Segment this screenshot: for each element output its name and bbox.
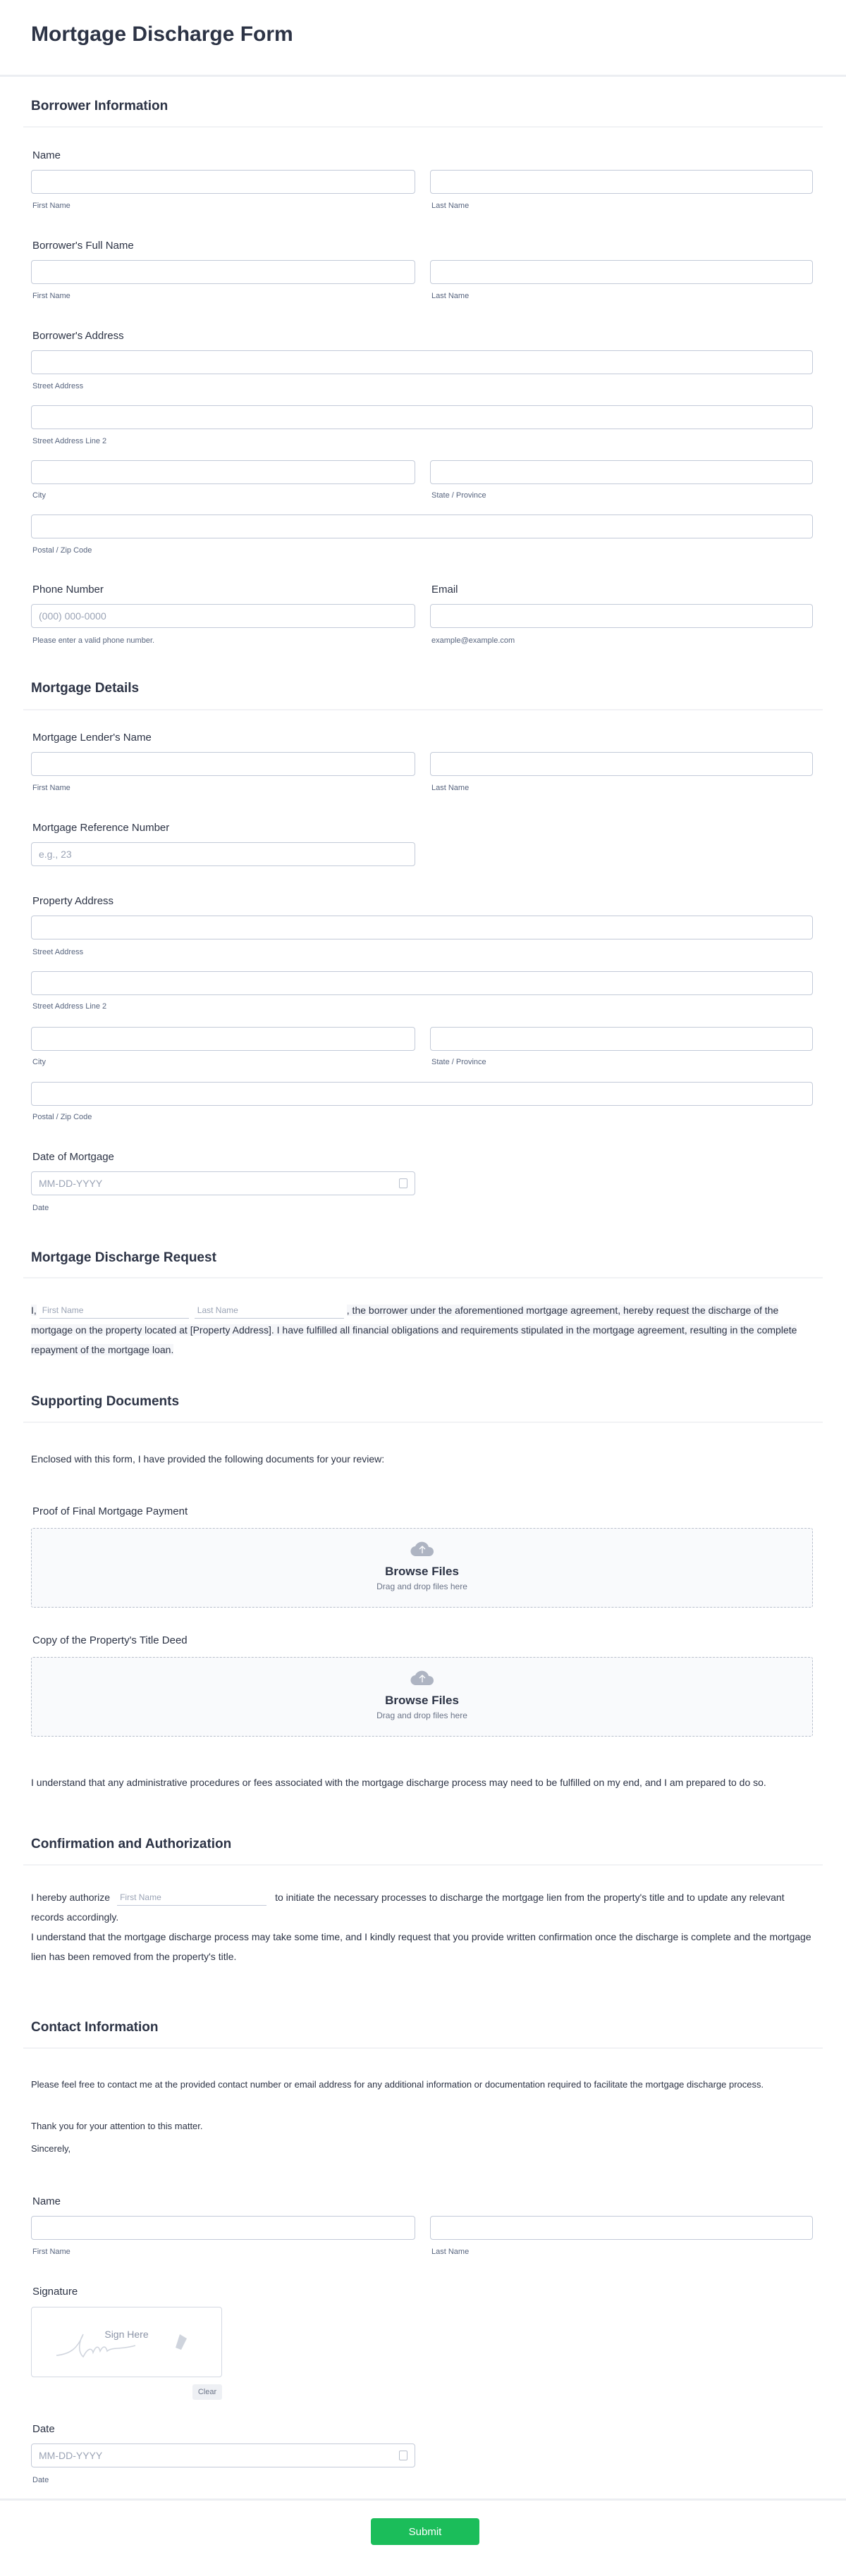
postal-input[interactable] — [31, 514, 813, 538]
section-divider — [23, 1422, 823, 1423]
request-prefix: I, — [31, 1305, 37, 1316]
sublabel-first-name: First Name — [32, 292, 70, 300]
signature-pad[interactable] — [31, 2307, 222, 2377]
name-last-input[interactable] — [430, 170, 813, 194]
section-divider — [23, 2047, 823, 2049]
deed-upload-dropzone[interactable] — [31, 1657, 813, 1737]
docs-intro: Enclosed with this form, I have provided the following documents for your review: — [31, 1453, 385, 1465]
request-text: , the borrower under the aforementioned mortgage agreement, hereby request the discharge of the mortgage on the property located at [Property Address]. I have fulfilled all financial obligations and requirements stipulated in the mortgage agreement, resulting in the complete repayment of the mortgage loan. — [31, 1305, 797, 1355]
email-input[interactable] — [430, 604, 813, 628]
street-address-2-input[interactable] — [31, 405, 813, 429]
authorize-prefix: I hereby authorize — [31, 1892, 111, 1903]
sublabel-street: Street Address — [32, 948, 84, 956]
deed-label: Copy of the Property's Title Deed — [32, 1634, 188, 1646]
sublabel-postal: Postal / Zip Code — [32, 546, 92, 555]
property-city-input[interactable] — [31, 1027, 415, 1051]
sublabel-street2: Street Address Line 2 — [32, 1002, 107, 1011]
date-input[interactable] — [31, 2443, 415, 2467]
contact-last-input[interactable] — [430, 2216, 813, 2240]
sublabel-street2: Street Address Line 2 — [32, 437, 107, 445]
sign-here-placeholder: Sign Here — [104, 2329, 149, 2340]
fees-text: I understand that any administrative procedures or fees associated with the mortgage discharge process may need to be fulfilled on my end, and I am prepared to do so. — [31, 1777, 766, 1788]
sublabel-city: City — [32, 1058, 46, 1066]
contact-name-label: Name — [32, 2195, 61, 2207]
phone-label: Phone Number — [32, 584, 104, 596]
lender-first-input[interactable] — [31, 752, 415, 776]
authorize-text: to initiate the necessary processes to discharge the mortgage lien from the property's title and to update any relevant records accordingly. — [31, 1892, 785, 1923]
proof-upload-dropzone[interactable] — [31, 1528, 813, 1608]
section-contact-information: Contact Information — [31, 2020, 159, 2035]
property-postal-input[interactable] — [31, 1082, 813, 1106]
property-street-2-input[interactable] — [31, 971, 813, 995]
date-of-mortgage-label: Date of Mortgage — [32, 1151, 114, 1163]
section-discharge-request: Mortgage Discharge Request — [31, 1250, 216, 1265]
sublabel-date: Date — [32, 1204, 49, 1212]
submit-button[interactable]: Submit — [371, 2518, 479, 2545]
authorize-paragraph — [31, 1887, 814, 1966]
header-divider — [0, 75, 846, 77]
proof-label: Proof of Final Mortgage Payment — [32, 1505, 188, 1517]
full-name-label: Borrower's Full Name — [32, 240, 134, 252]
full-name-last-input[interactable] — [430, 260, 813, 284]
footer-divider — [0, 2498, 846, 2501]
request-last-name-input[interactable]: Last Name — [195, 1303, 344, 1319]
email-label: Email — [431, 584, 458, 596]
browse-files-button[interactable]: Browse Files — [385, 1694, 459, 1707]
section-divider — [23, 126, 823, 128]
section-divider — [23, 1864, 823, 1866]
drag-drop-hint: Drag and drop files here — [376, 1711, 467, 1720]
section-mortgage-details: Mortgage Details — [31, 681, 140, 696]
clear-signature-button[interactable]: Clear — [192, 2384, 222, 2400]
reference-label: Mortgage Reference Number — [32, 822, 170, 834]
section-divider — [23, 1277, 823, 1278]
city-input[interactable] — [31, 460, 415, 484]
property-address-label: Property Address — [32, 895, 114, 907]
property-state-input[interactable] — [430, 1027, 813, 1051]
date-label: Date — [32, 2423, 55, 2435]
section-divider — [23, 709, 823, 710]
sublabel-date: Date — [32, 2476, 49, 2484]
name-first-input[interactable] — [31, 170, 415, 194]
sincerely-text: Sincerely, — [31, 2143, 71, 2154]
cloud-upload-icon — [410, 1540, 434, 1557]
sublabel-street: Street Address — [32, 382, 84, 390]
date-placeholder: MM-DD-YYYY — [39, 2450, 103, 2461]
property-street-input[interactable] — [31, 916, 813, 939]
signature-label: Signature — [32, 2286, 78, 2298]
contact-first-input[interactable] — [31, 2216, 415, 2240]
request-paragraph — [31, 1300, 814, 1360]
page-title: Mortgage Discharge Form — [31, 23, 293, 46]
street-address-input[interactable] — [31, 350, 813, 374]
section-confirmation: Confirmation and Authorization — [31, 1837, 232, 1851]
full-name-first-input[interactable] — [31, 260, 415, 284]
sublabel-first-name: First Name — [32, 2248, 70, 2256]
name-label: Name — [32, 149, 61, 161]
date-placeholder: MM-DD-YYYY — [39, 1178, 103, 1189]
phone-hint: Please enter a valid phone number. — [32, 636, 155, 645]
sublabel-state: State / Province — [431, 1058, 486, 1066]
sublabel-first-name: First Name — [32, 202, 70, 210]
contact-text: Please feel free to contact me at the provided contact number or email address for any additional information or documentation required to facilitate the mortgage discharge process. — [31, 2079, 764, 2090]
cloud-upload-icon — [410, 1669, 434, 1686]
lender-last-input[interactable] — [430, 752, 813, 776]
sublabel-last-name: Last Name — [431, 202, 470, 210]
section-supporting-documents: Supporting Documents — [31, 1394, 180, 1409]
sublabel-first-name: First Name — [32, 784, 70, 792]
request-first-name-input[interactable]: First Name — [39, 1303, 189, 1319]
email-hint: example@example.com — [431, 636, 515, 645]
sublabel-last-name: Last Name — [431, 292, 470, 300]
phone-input[interactable]: (000) 000-0000 — [31, 604, 415, 628]
sublabel-city: City — [32, 491, 46, 500]
confirmation-text: I understand that the mortgage discharge process may take some time, and I kindly request that you provide written confirmation once the discharge is complete and the mortgage lien has been removed from the property's title. — [31, 1931, 811, 1962]
authorize-name-input[interactable]: First Name — [117, 1890, 266, 1906]
state-input[interactable] — [430, 460, 813, 484]
reference-input[interactable]: e.g., 23 — [31, 842, 415, 866]
sublabel-postal: Postal / Zip Code — [32, 1113, 92, 1121]
sublabel-last-name: Last Name — [431, 2248, 470, 2256]
section-borrower-information: Borrower Information — [31, 99, 168, 113]
calendar-icon[interactable] — [399, 2451, 407, 2460]
sublabel-last-name: Last Name — [431, 784, 470, 792]
browse-files-button[interactable]: Browse Files — [385, 1565, 459, 1578]
address-label: Borrower's Address — [32, 330, 124, 342]
date-of-mortgage-input[interactable] — [31, 1171, 415, 1195]
sublabel-state: State / Province — [431, 491, 486, 500]
drag-drop-hint: Drag and drop files here — [376, 1582, 467, 1591]
calendar-icon[interactable] — [399, 1178, 407, 1188]
signature-scribble-icon — [53, 2327, 201, 2359]
lender-label: Mortgage Lender's Name — [32, 732, 152, 744]
thanks-text: Thank you for your attention to this matter. — [31, 2121, 203, 2131]
